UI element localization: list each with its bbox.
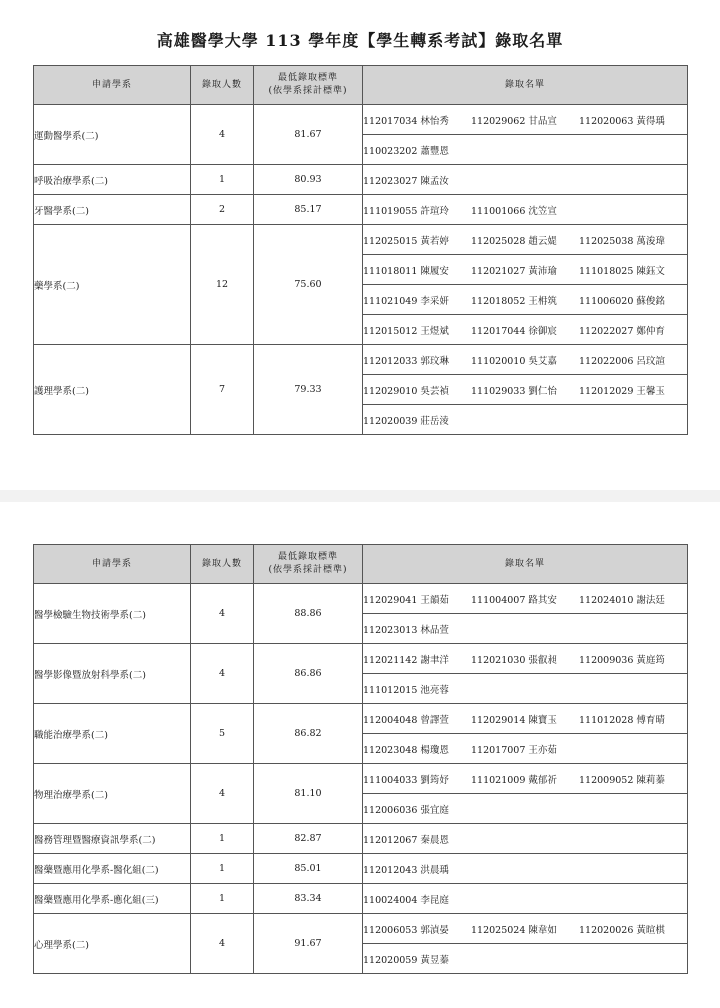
min-score-cell: 91.67 [254,914,363,974]
student-entry: 111001066 沈笠宣 [471,205,557,217]
student-entry: 112025024 陳韋如 [471,924,557,936]
table-row [34,644,688,674]
dept-cell: 護理學系(二) [34,345,191,435]
names-cell [363,315,688,345]
table-row [34,165,688,195]
header-names: 錄取名單 [363,545,688,584]
min-score-cell: 88.86 [254,584,363,644]
student-entry: 111004007 路其安 [471,594,557,606]
table-row [34,584,688,614]
student-entry: 111021009 戴郁祈 [471,774,557,786]
student-entry: 110023202 蕭豐恩 [363,145,449,157]
student-entry: 112012067 秦晨恩 [363,834,449,846]
student-entry: 112023027 陳孟汝 [363,175,449,187]
student-entry: 112006053 郭湞晏 [363,924,449,936]
names-cell [363,375,688,405]
names-cell [363,165,688,195]
table-row [34,704,688,734]
dept-cell: 牙醫學系(二) [34,195,191,225]
header-min-score: 最低錄取標準 (依學系採計標準) [254,545,363,584]
min-score-cell: 86.86 [254,644,363,704]
student-entry: 112021027 黃沛瑜 [471,265,557,277]
dept-cell: 醫學檢驗生物技術學系(二) [34,584,191,644]
min-score-cell: 85.17 [254,195,363,225]
names-cell [363,644,688,674]
names-cell [363,225,688,255]
table-header-row [34,545,688,584]
count-cell: 5 [191,704,254,764]
names-cell [363,734,688,764]
header-names: 錄取名單 [363,66,688,105]
min-score-cell: 79.33 [254,345,363,435]
dept-cell: 醫學影像暨放射科學系(二) [34,644,191,704]
student-entry: 112015012 王煜斌 [363,325,449,337]
table-header-row [34,66,688,105]
student-entry: 112020063 黃得瑀 [579,115,665,127]
dept-cell: 運動醫學系(二) [34,105,191,165]
header-dept: 申請學系 [34,66,191,105]
page-separator [0,490,720,502]
header-min-score: 最低錄取標準 (依學系採計標準) [254,66,363,105]
student-entry: 112017044 徐御宸 [471,325,557,337]
student-entry: 112025028 趙云媞 [471,235,557,247]
student-entry: 112012029 王馨玉 [579,385,665,397]
student-entry: 111012015 池亮蓉 [363,684,449,696]
student-entry: 112023013 林品萱 [363,624,449,636]
student-entry: 112020026 黃暄棋 [579,924,665,936]
min-score-cell: 81.10 [254,764,363,824]
table-row [34,914,688,944]
names-cell [363,285,688,315]
student-entry: 112029062 甘品宣 [471,115,557,127]
names-cell [363,704,688,734]
student-entry: 111020010 吳艾嘉 [471,355,557,367]
student-entry: 112017007 王亦茹 [471,744,557,756]
student-entry: 111012028 傅育晴 [579,714,665,726]
table-row [34,764,688,794]
student-entry: 111006020 蘇俊銘 [579,295,665,307]
student-entry: 112022006 呂玟諠 [579,355,665,367]
admission-table-1 [33,65,688,435]
names-cell [363,255,688,285]
names-cell [363,135,688,165]
count-cell: 4 [191,914,254,974]
header-count: 錄取人數 [191,545,254,584]
student-entry: 112020039 莊岳淩 [363,415,449,427]
names-cell [363,944,688,974]
student-entry: 112012043 洪晨瑀 [363,864,449,876]
student-entry: 112006036 張宜庭 [363,804,449,816]
student-entry: 111004033 劉筠妤 [363,774,449,786]
names-cell [363,794,688,824]
student-entry: 110024004 李昆庭 [363,894,449,906]
table-row [34,195,688,225]
student-entry: 111018025 陳鈺文 [579,265,665,277]
student-entry: 112012033 郭玟琳 [363,355,449,367]
student-entry: 111019055 許瑄玲 [363,205,449,217]
admission-table-2 [33,544,688,974]
names-cell [363,105,688,135]
names-cell [363,584,688,614]
count-cell: 4 [191,764,254,824]
student-entry: 112009036 黃庭筠 [579,654,665,666]
min-score-cell: 82.87 [254,824,363,854]
student-entry: 112017034 林怡秀 [363,115,449,127]
table-row [34,345,688,375]
table-row [34,884,688,914]
table-row [34,854,688,884]
student-entry: 112022027 鄭仲育 [579,325,665,337]
page-title: 高雄醫學大學 113 學年度【學生轉系考試】錄取名單 [156,31,564,50]
count-cell: 1 [191,854,254,884]
student-entry: 112020059 黃昱蓁 [363,954,449,966]
names-cell [363,195,688,225]
count-cell: 1 [191,824,254,854]
names-cell [363,884,688,914]
dept-cell: 呼吸治療學系(二) [34,165,191,195]
names-cell [363,764,688,794]
table-row [34,225,688,255]
dept-cell: 醫務管理暨醫療資訊學系(二) [34,824,191,854]
min-score-cell: 83.34 [254,884,363,914]
names-cell [363,824,688,854]
dept-cell: 醫藥暨應用化學系-應化組(三) [34,884,191,914]
table-row [34,824,688,854]
student-entry: 111018011 陳履安 [363,265,449,277]
min-score-cell: 86.82 [254,704,363,764]
dept-cell: 藥學系(二) [34,225,191,345]
student-entry: 111029033 劉仁怡 [471,385,557,397]
student-entry: 112029010 吳芸禎 [363,385,449,397]
names-cell [363,674,688,704]
student-entry: 112029014 陳寶玉 [471,714,557,726]
student-entry: 112004048 曾譯萱 [363,714,449,726]
student-entry: 112029041 王韻茹 [363,594,449,606]
names-cell [363,614,688,644]
student-entry: 111021049 李采妍 [363,295,449,307]
dept-cell: 職能治療學系(二) [34,704,191,764]
min-score-cell: 75.60 [254,225,363,345]
count-cell: 12 [191,225,254,345]
student-entry: 112025038 萬浚瑋 [579,235,665,247]
student-entry: 112009052 陳莉蓁 [579,774,665,786]
count-cell: 1 [191,884,254,914]
min-score-cell: 85.01 [254,854,363,884]
student-entry: 112018052 王枏筑 [471,295,557,307]
count-cell: 7 [191,345,254,435]
count-cell: 4 [191,644,254,704]
count-cell: 4 [191,584,254,644]
table-row [34,105,688,135]
min-score-cell: 80.93 [254,165,363,195]
dept-cell: 醫藥暨應用化學系-醫化組(二) [34,854,191,884]
student-entry: 112024010 謝法廷 [579,594,665,606]
count-cell: 4 [191,105,254,165]
count-cell: 1 [191,165,254,195]
header-dept: 申請學系 [34,545,191,584]
names-cell [363,854,688,884]
student-entry: 112025015 黃若婷 [363,235,449,247]
min-score-cell: 81.67 [254,105,363,165]
student-entry: 112021142 謝聿洋 [363,654,449,666]
names-cell [363,914,688,944]
count-cell: 2 [191,195,254,225]
names-cell [363,345,688,375]
student-entry: 112023048 楊瓊恩 [363,744,449,756]
names-cell [363,405,688,435]
header-count: 錄取人數 [191,66,254,105]
dept-cell: 物理治療學系(二) [34,764,191,824]
student-entry: 112021030 張叡昶 [471,654,557,666]
dept-cell: 心理學系(二) [34,914,191,974]
